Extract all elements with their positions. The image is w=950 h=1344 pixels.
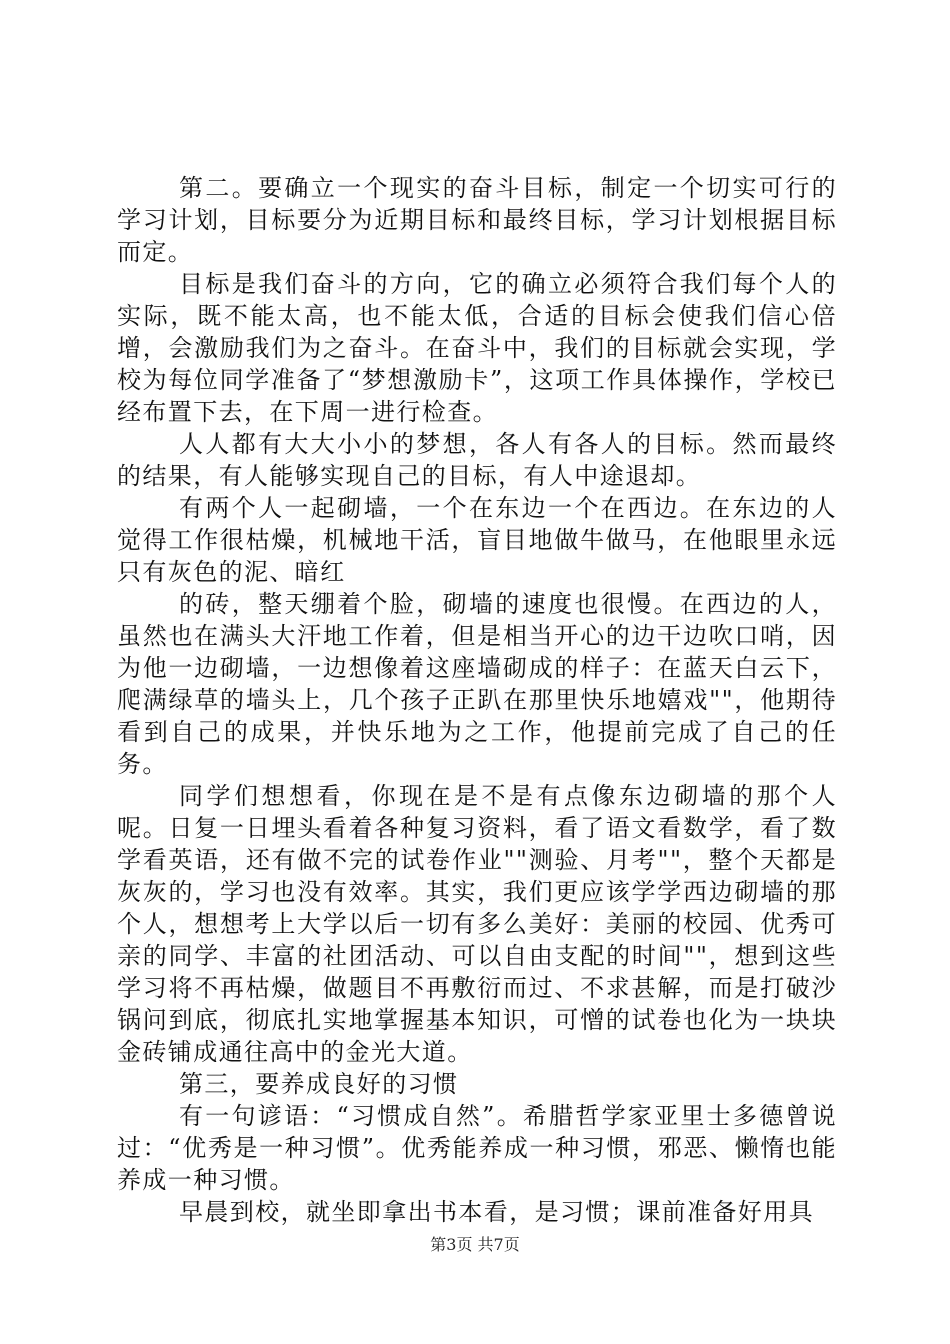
paragraph-bricklayers-intro: 有两个人一起砌墙，一个在东边一个在西边。在东边的人觉得工作很枯燥，机械地干活，盲目地做牛做马，在他眼里永远只有灰色的泥、暗红 — [117, 494, 837, 586]
paragraph-goal-setting: 第二。要确立一个现实的奋斗目标，制定一个切实可行的学习计划，目标要分为近期目标和最终目标，学习计划根据目标而定。 — [117, 174, 837, 266]
paragraph-goal-direction: 目标是我们奋斗的方向，它的确立必须符合我们每个人的实际，既不能太高，也不能太低，合适的目标会使我们信心倍增，会激励我们为之奋斗。在奋斗中，我们的目标就会实现，学校为每位同学准备了“梦想激励卡”，这项工作具体操作，学校已经布置下去，在下周一进行检查。 — [117, 270, 837, 426]
paragraph-dreams: 人人都有大大小小的梦想，各人有各人的目标。然而最终的结果，有人能够实现自己的目标，有人中途退却。 — [117, 430, 837, 490]
paragraph-bricklayers-story: 的砖，整天绷着个脸，砌墙的速度也很慢。在西边的人，虽然也在满头大汗地工作着，但是相当开心的边干边吹口哨，因为他一边砌墙，一边想像着这座墙砌成的样子：在蓝天白云下，爬满绿草的墙头上，几个孩子正趴在那里快乐地嬉戏""，他期待看到自己的成果，并快乐地为之工作，他提前完成了自己的任务。 — [117, 590, 837, 778]
document-body — [117, 172, 837, 1228]
paragraph-habits-heading: 第三，要养成良好的习惯 — [179, 1070, 459, 1098]
page-number-footer: 第3页 共7页 — [430, 1235, 520, 1254]
paragraph-morning-habit: 早晨到校，就坐即拿出书本看，是习惯；课前准备好用具 — [179, 1198, 814, 1226]
paragraph-reflection: 同学们想想看，你现在是不是有点像东边砌墙的那个人呢。日复一日埋头看着各种复习资料，看了语文看数学，看了数学看英语，还有做不完的试卷作业""测验、月考""，整个天都是灰灰的，学习也没有效率。其实，我们更应该学学西边砌墙的那个人，想想考上大学以后一切有多么美好：美丽的校园、优秀可亲的同学、丰富的社团活动、可以自由支配的时间""，想到这些学习将不再枯燥，做题目不再敷衍而过、不求甚解，而是打破沙锅问到底，彻底扎实地掌握基本知识，可憎的试卷也化为一块块金砖铺成通往高中的金光大道。 — [117, 782, 837, 1066]
paragraph-habits-proverb: 有一句谚语：“习惯成自然”。希腊哲学家亚里士多德曾说过：“优秀是一种习惯”。优秀能养成一种习惯，邪恶、懒惰也能养成一种习惯。 — [117, 1102, 837, 1194]
